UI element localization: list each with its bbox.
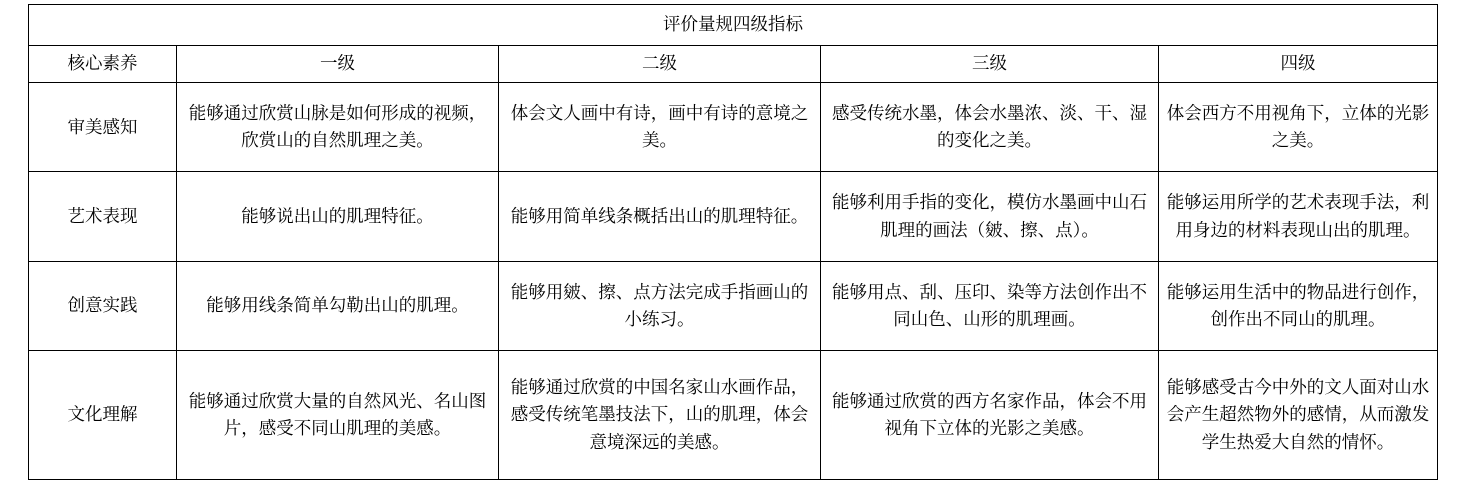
row-dimension-label: 艺术表现 [29, 172, 177, 261]
cell-level-2: 能够用皴、擦、点方法完成手指画山的小练习。 [499, 261, 821, 350]
cell-level-1: 能够通过欣赏大量的自然风光、名山图片，感受不同山肌理的美感。 [177, 351, 499, 480]
row-dimension-label: 文化理解 [29, 351, 177, 480]
column-header-level-1: 一级 [177, 46, 499, 83]
cell-level-2: 能够通过欣赏的中国名家山水画作品，感受传统笔墨技法下，山的肌理，体会意境深远的美感。 [499, 351, 821, 480]
cell-level-3: 感受传统水墨，体会水墨浓、淡、干、湿的变化之美。 [821, 83, 1159, 172]
cell-level-3: 能够用点、刮、压印、染等方法创作出不同山色、山形的肌理画。 [821, 261, 1159, 350]
cell-level-3: 能够通过欣赏的西方名家作品，体会不用视角下立体的光影之美感。 [821, 351, 1159, 480]
cell-level-1: 能够用线条简单勾勒出山的肌理。 [177, 261, 499, 350]
cell-level-3: 能够利用手指的变化，模仿水墨画中山石肌理的画法（皴、擦、点）。 [821, 172, 1159, 261]
cell-level-4: 能够运用生活中的物品进行创作，创作出不同山的肌理。 [1159, 261, 1438, 350]
table-row [29, 351, 1438, 480]
column-header-level-4: 四级 [1159, 46, 1438, 83]
table-header-row [29, 46, 1438, 83]
table-title: 评价量规四级指标 [29, 5, 1438, 46]
cell-level-4: 体会西方不用视角下，立体的光影之美。 [1159, 83, 1438, 172]
table-row [29, 172, 1438, 261]
table-row [29, 83, 1438, 172]
cell-level-1: 能够通过欣赏山脉是如何形成的视频，欣赏山的自然肌理之美。 [177, 83, 499, 172]
row-dimension-label: 审美感知 [29, 83, 177, 172]
table-title-row [29, 5, 1438, 46]
table-row [29, 261, 1438, 350]
column-header-level-3: 三级 [821, 46, 1159, 83]
cell-level-2: 体会文人画中有诗，画中有诗的意境之美。 [499, 83, 821, 172]
column-header-core-literacy: 核心素养 [29, 46, 177, 83]
column-header-level-2: 二级 [499, 46, 821, 83]
rubric-table [28, 4, 1438, 480]
cell-level-4: 能够运用所学的艺术表现手法，利用身边的材料表现山出的肌理。 [1159, 172, 1438, 261]
row-dimension-label: 创意实践 [29, 261, 177, 350]
cell-level-2: 能够用简单线条概括出山的肌理特征。 [499, 172, 821, 261]
cell-level-1: 能够说出山的肌理特征。 [177, 172, 499, 261]
cell-level-4: 能够感受古今中外的文人面对山水会产生超然物外的感情，从而激发学生热爱大自然的情怀。 [1159, 351, 1438, 480]
